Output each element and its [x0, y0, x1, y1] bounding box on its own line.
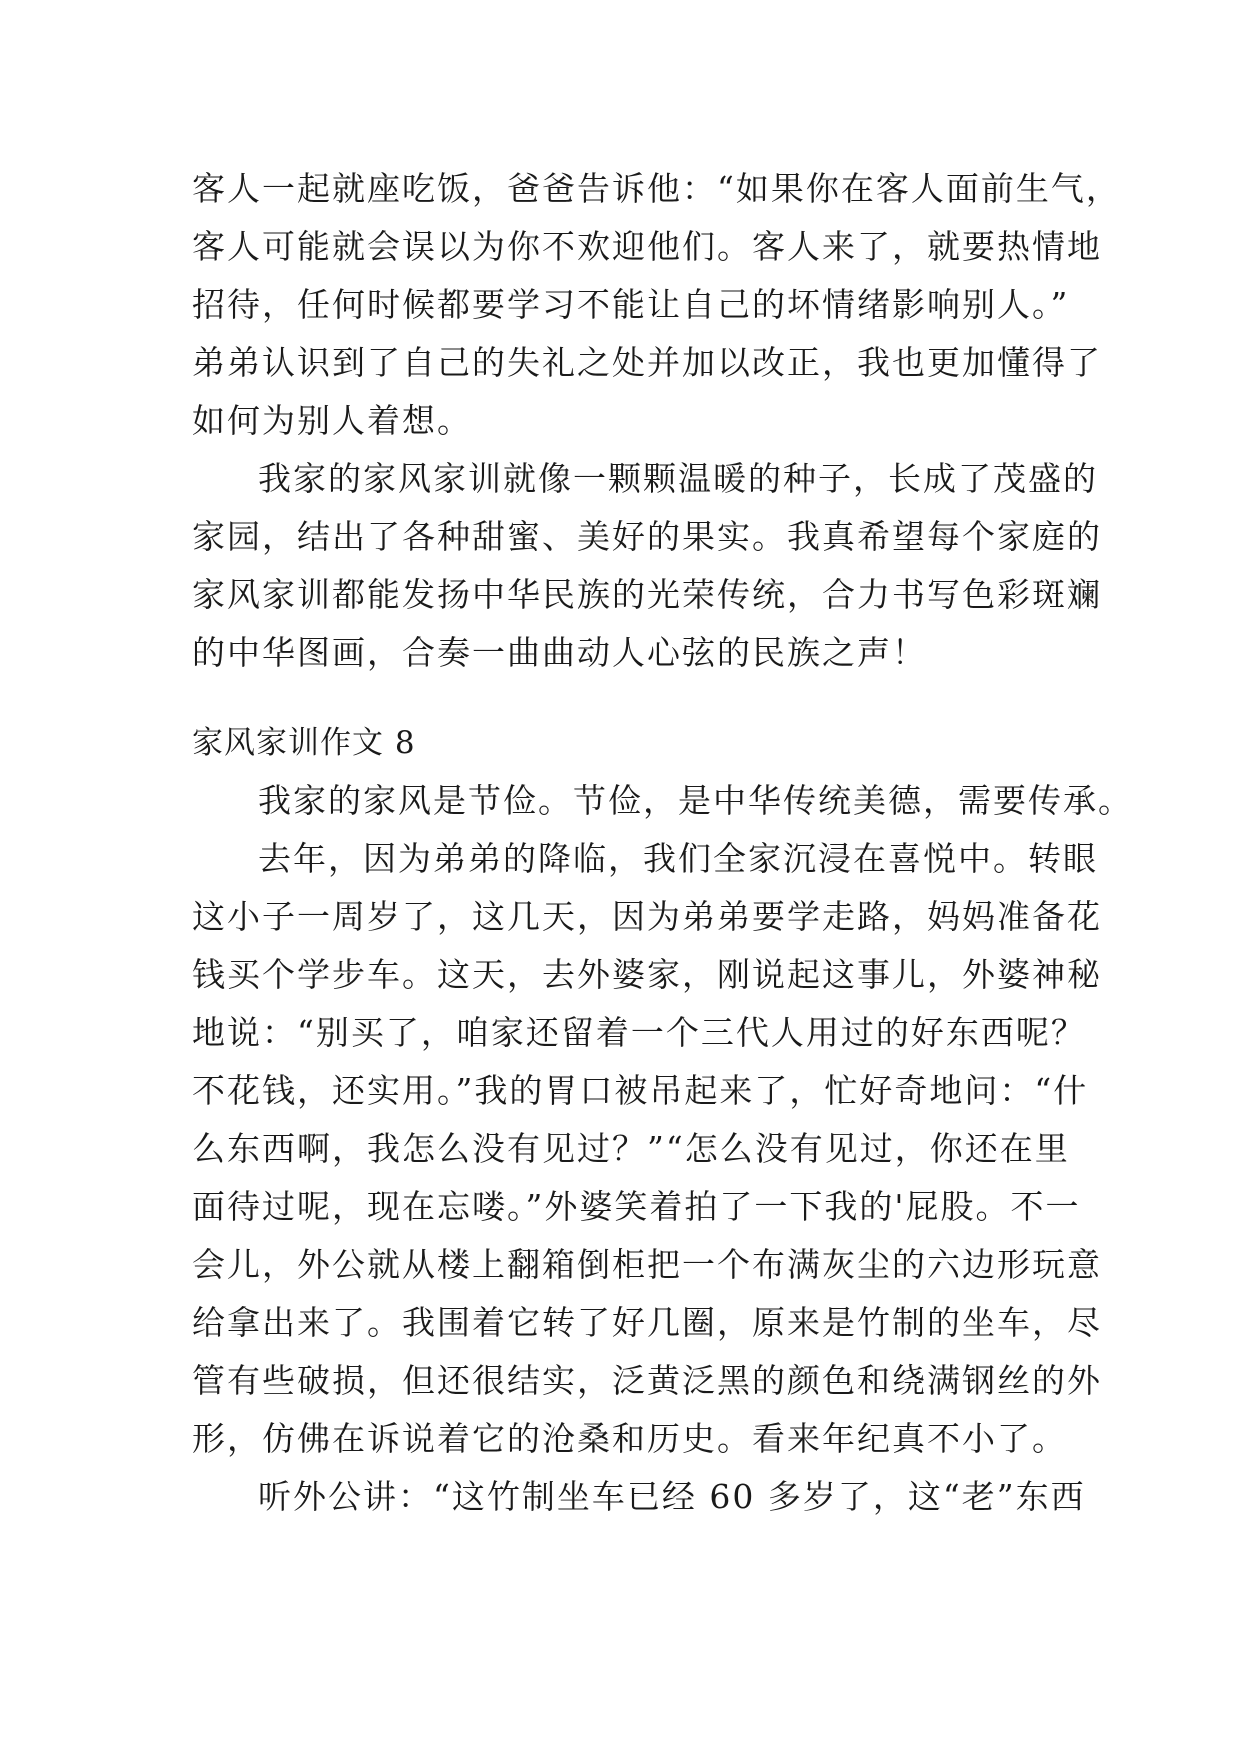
paragraph-dinner — [192, 160, 1121, 450]
text-line: 弟弟认识到了自己的失礼之处并加以改正，我也更加懂得了 — [192, 343, 1102, 382]
paragraph-grandpa — [192, 1468, 1086, 1526]
text-line: 家风家训都能发扬中华民族的光荣传统，合力书写色彩斑斓 — [192, 575, 1102, 614]
text-line: 我家的家风是节俭。节俭，是中华传统美德，需要传承。 — [258, 781, 1133, 820]
text-line: 客人一起就座吃饭，爸爸告诉他：“如果你在客人面前生气， — [192, 169, 1121, 208]
text-line: 这小子一周岁了，这几天，因为弟弟要学走路，妈妈准备花 — [192, 897, 1102, 936]
document-page — [192, 160, 1133, 1526]
text-line: 家园，结出了各种甜蜜、美好的果实。我真希望每个家庭的 — [192, 517, 1102, 556]
text-line: 面待过呢，现在忘喽。”外婆笑着拍了一下我的'屁股。不一 — [192, 1187, 1081, 1226]
text-line: 的中华图画，合奏一曲曲动人心弦的民族之声！ — [192, 633, 927, 672]
text-line: 么东西啊，我怎么没有见过？”“怎么没有见过，你还在里 — [192, 1129, 1070, 1168]
section-title: 家风家训作文 8 — [192, 725, 416, 761]
text-line: 去年，因为弟弟的降临，我们全家沉浸在喜悦中。转眼 — [258, 839, 1098, 878]
text-line: 如何为别人着想。 — [192, 401, 472, 440]
section-gap — [192, 682, 1082, 714]
text-line: 形，仿佛在诉说着它的沧桑和历史。看来年纪真不小了。 — [192, 1419, 1067, 1458]
paragraph-conclusion — [192, 450, 1102, 682]
text-line: 我家的家风家训就像一颗颗温暖的种子，长成了茂盛的 — [258, 459, 1098, 498]
text-line: 地说：“别买了，咱家还留着一个三代人用过的好东西呢？ — [192, 1013, 1086, 1052]
text-line: 管有些破损，但还很结实，泛黄泛黑的颜色和绕满钢丝的外 — [192, 1361, 1102, 1400]
text-line: 给拿出来了。我围着它转了好几圈，原来是竹制的坐车，尽 — [192, 1303, 1102, 1342]
text-line: 钱买个学步车。这天，去外婆家，刚说起这事儿，外婆神秘 — [192, 955, 1102, 994]
text-line: 招待，任何时候都要学习不能让自己的坏情绪影响别人。” — [192, 285, 1070, 324]
text-line: 会儿，外公就从楼上翻箱倒柜把一个布满灰尘的六边形玩意 — [192, 1245, 1102, 1284]
text-line: 客人可能就会误以为你不欢迎他们。客人来了，就要热情地 — [192, 227, 1102, 266]
text-line: 听外公讲：“这竹制坐车已经 60 多岁了，这“老”东西 — [258, 1477, 1086, 1516]
paragraph-story — [192, 830, 1102, 1468]
paragraph-thrift — [192, 772, 1133, 830]
text-line: 不花钱，还实用。”我的胃口被吊起来了，忙好奇地问：“什 — [192, 1071, 1089, 1110]
